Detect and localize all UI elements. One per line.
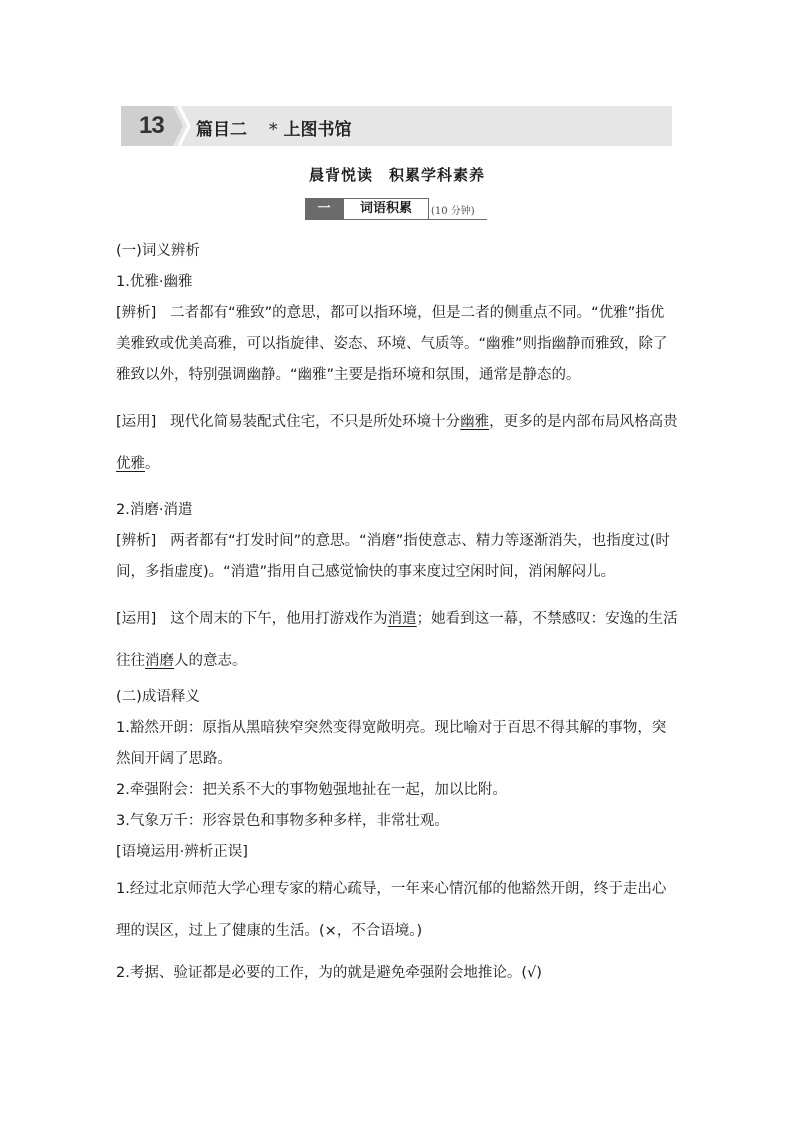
item2-title: 2.消磨·消遣 xyxy=(116,502,193,518)
part2-heading: (二)成语释义 xyxy=(116,689,200,705)
chevron-right-icon xyxy=(177,106,191,146)
item1-usage-text-c: 。 xyxy=(145,456,160,472)
item1-usage xyxy=(116,401,678,485)
section-tag-label: 词语积累 xyxy=(343,198,429,220)
chapter-banner xyxy=(121,106,672,146)
idiom-item: 2.牵强附会：把关系不大的事物勉强地扯在一起，加以比附。 xyxy=(116,782,507,798)
item2-usage-text-b: ；她看到这一幕，不禁感叹：安逸的生活往往 xyxy=(116,611,678,669)
section-title: 晨背悦读 积累学科素养 xyxy=(308,166,485,184)
part1-heading: (一)词义辨析 xyxy=(116,243,200,259)
chapter-part: 篇目二 xyxy=(196,120,247,140)
context-label: [语境运用·辨析正误] xyxy=(116,844,248,860)
item1-title: 1.优雅·幽雅 xyxy=(116,274,193,290)
usage-label: [运用] xyxy=(116,414,157,430)
item2-usage-text-a: 这个周末的下午，他用打游戏作为 xyxy=(170,611,388,627)
main-content xyxy=(116,236,678,994)
analysis-label: [辨析] xyxy=(116,305,157,321)
item2-analysis-text: 两者都有“打发时间”的意思。“消磨”指使意志、精力等逐渐消失，也指度过(时间，多指虚度)。“消遣”指用自己感觉愉快的事来度过空闲时间，消闲解闷儿。 xyxy=(116,533,670,580)
item1-usage-text-b: ，更多的是内部布局风格高贵 xyxy=(489,414,678,430)
idiom-item: 1.豁然开朗：原指从黑暗狭窄突然变得宽敞明亮。现比喻对于百思不得其解的事物，突然间开阔了思路。 xyxy=(116,720,667,767)
item2-analysis xyxy=(116,526,678,588)
usage-label: [运用] xyxy=(116,611,157,627)
star-mark: * xyxy=(269,120,278,140)
chapter-title xyxy=(196,115,352,140)
item1-analysis-text: 二者都有“雅致”的意思，都可以指环境，但是二者的侧重点不同。“优雅”指优美雅致或优美高雅，可以指旋律、姿态、环境、气质等。“幽雅”则指幽静而雅致，除了雅致以外，特别强调幽静。“幽雅”主要是指环境和氛围，通常是静态的。 xyxy=(116,305,668,383)
item2-usage-underline-1: 消遣 xyxy=(387,611,417,627)
item1-analysis xyxy=(116,298,678,391)
item1-usage-text-a: 现代化简易装配式住宅，不只是所处环境十分 xyxy=(170,414,461,430)
context-item: 2.考据、验证都是必要的工作，为的就是避免牵强附会地推论。(√) xyxy=(116,965,542,981)
idiom-item: 3.气象万千：形容景色和事物多种多样，非常壮观。 xyxy=(116,813,449,829)
item2-usage-text-c: 人的意志。 xyxy=(174,653,247,669)
analysis-label: [辨析] xyxy=(116,533,157,549)
item2-usage xyxy=(116,598,678,682)
item2-usage-underline-2: 消磨 xyxy=(145,653,174,669)
item1-usage-underline-2: 优雅 xyxy=(116,456,145,472)
section-tag xyxy=(305,198,487,220)
chapter-number: 13 xyxy=(139,112,164,139)
section-tag-number: 一 xyxy=(305,198,343,220)
item1-usage-underline-1: 幽雅 xyxy=(460,414,490,430)
chapter-title-text: 上图书馆 xyxy=(283,120,352,140)
section-tag-underline xyxy=(305,219,487,220)
context-item: 1.经过北京师范大学心理专家的精心疏导，一年来心情沉郁的他豁然开朗，终于走出心理的误区，过上了健康的生活。(×，不合语境。) xyxy=(116,881,667,939)
section-tag-time: (10 分钟) xyxy=(431,206,475,217)
